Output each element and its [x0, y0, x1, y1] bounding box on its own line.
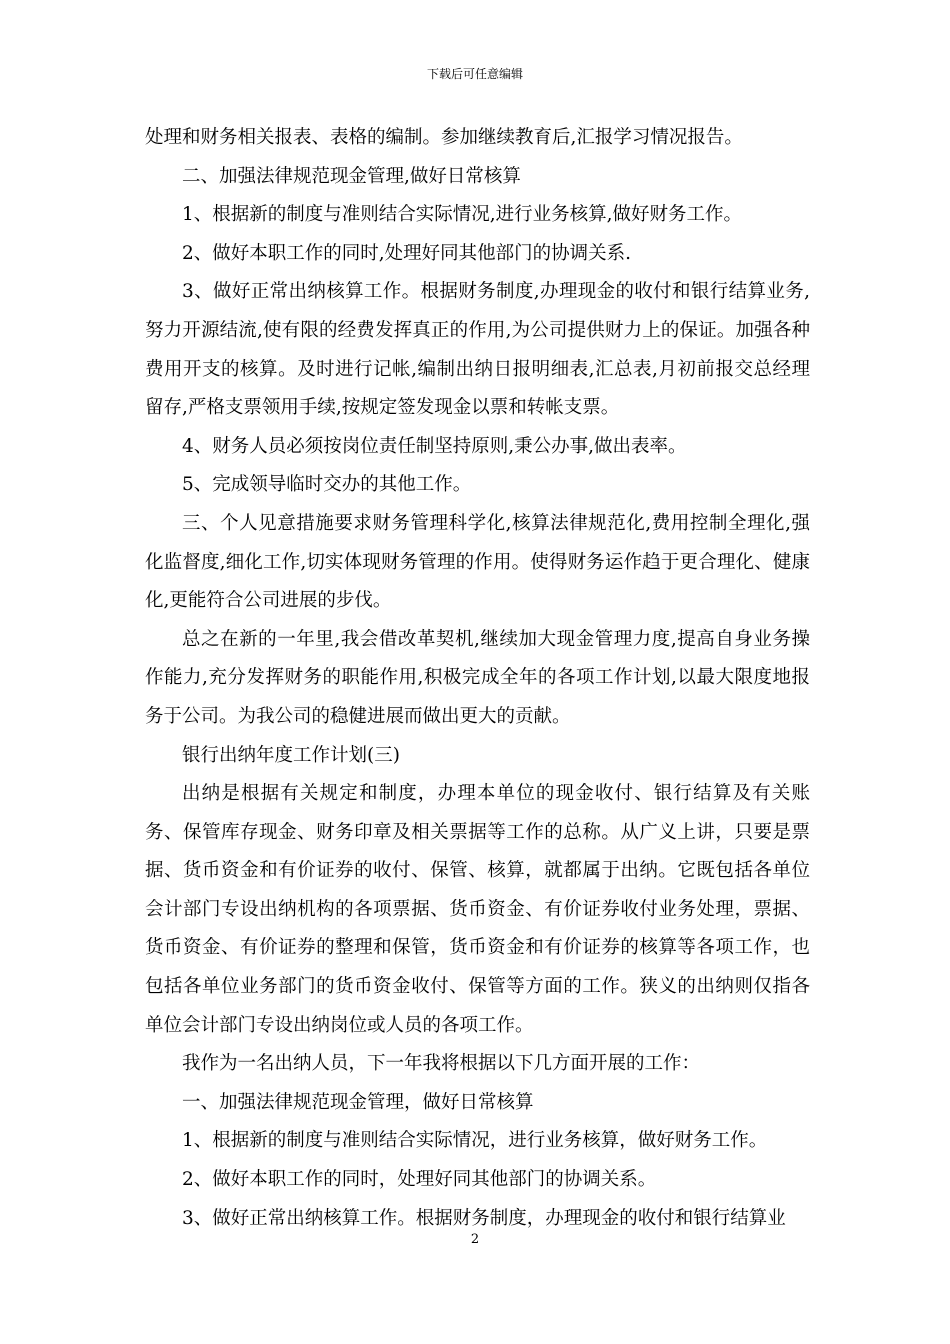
section-title: 银行出纳年度工作计划(三): [182, 744, 400, 766]
paragraph: 3、做好正常出纳核算工作。根据财务制度,办理现金的收付和银行结算业务,努力开源结流,使有限的经费发挥真正的作用,为公司提供财力上的保证。加强各种费用开支的核算。及时进行记帐,编制出纳日报明细表,汇总表,月初前报交总经理留存,严格支票领用手续,按规定签发现金以票和转帐支票。: [145, 281, 810, 419]
paragraph: 1、根据新的制度与准则结合实际情况,进行业务核算,做好财务工作。: [182, 204, 743, 226]
paragraph: 5、完成领导临时交办的其他工作。: [182, 474, 472, 496]
page-header: 下载后可任意编辑: [426, 67, 523, 81]
paragraph: 一、加强法律规范现金管理，做好日常核算: [182, 1091, 534, 1113]
paragraph: 处理和财务相关报表、表格的编制。参加继续教育后,汇报学习情况报告。: [145, 127, 743, 148]
paragraph: 三、个人见意措施要求财务管理科学化,核算法律规范化,费用控制全理化,强化监督度,细化工作,切实体现财务管理的作用。使得财务运作趋于更合理化、健康化,更能符合公司进展的步伐。: [145, 512, 810, 612]
paragraph: 我作为一名出纳人员，下一年我将根据以下几方面开展的工作：: [182, 1053, 701, 1075]
page-number: 2: [470, 1232, 480, 1247]
paragraph: 2、做好本职工作的同时,处理好同其他部门的协调关系.: [182, 242, 632, 264]
paragraph: 3、做好正常出纳核算工作。根据财务制度，办理现金的收付和银行结算业: [182, 1207, 786, 1229]
paragraph: 4、财务人员必须按岗位责任制坚持原则,秉公办事,做出表率。: [182, 435, 687, 457]
paragraph: 1、根据新的制度与准则结合实际情况，进行业务核算，做好财务工作。: [182, 1130, 768, 1152]
paragraph: 2、做好本职工作的同时，处理好同其他部门的协调关系。: [182, 1169, 657, 1191]
paragraph: 二、加强法律规范现金管理,做好日常核算: [182, 165, 521, 187]
document-body: [145, 119, 810, 1238]
paragraph: 出纳是根据有关规定和制度，办理本单位的现金收付、银行结算及有关账务、保管库存现金、财务印章及相关票据等工作的总称。从广义上讲，只要是票据、货币资金和有价证券的收付、保管、核算，就都属于出纳。它既包括各单位会计部门专设出纳机构的各项票据、货币资金、有价证券收付业务处理，票据、货币资金、有价证券的整理和保管，货币资金和有价证券的核算等各项工作，也包括各单位业务部门的货币资金收付、保管等方面的工作。狭义的出纳则仅指各单位会计部门专设出纳岗位或人员的各项工作。: [145, 783, 810, 1036]
paragraph: 总之在新的一年里,我会借改革契机,继续加大现金管理力度,提高自身业务操作能力,充分发挥财务的职能作用,积极完成全年的各项工作计划,以最大限度地报务于公司。为我公司的稳健进展而做出更大的贡献。: [145, 628, 810, 727]
